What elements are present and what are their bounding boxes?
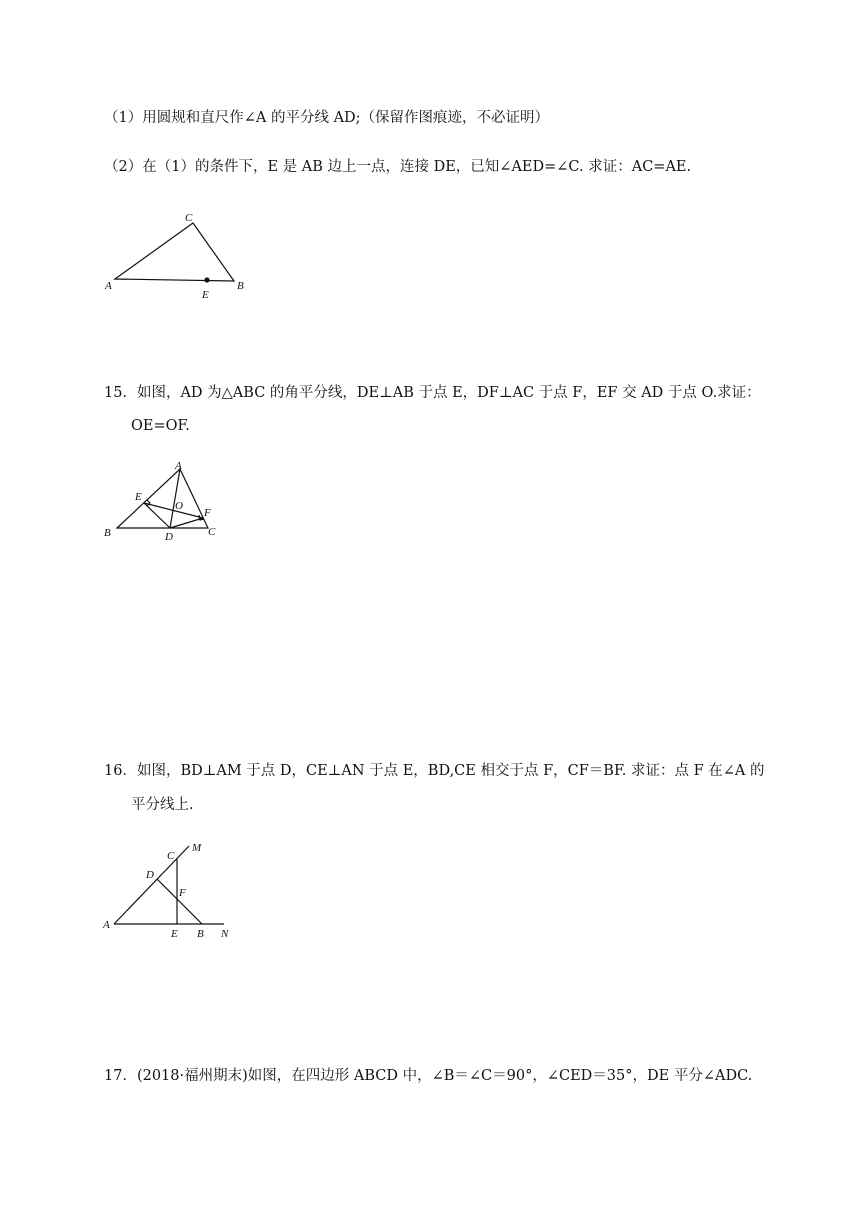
label-a: A [105,280,112,292]
q17-line1: 17．(2018·福州期末)如图，在四边形 ABCD 中，∠B＝∠C＝90°，∠CED＝35°，DE 平分∠ADC. [104,1068,753,1084]
label-c: C [185,212,193,224]
label-a: A [103,919,110,931]
label-o: O [175,500,183,512]
triangle-abc-figure [100,205,260,305]
label-d: D [165,531,173,543]
part1-text: （1）用圆规和直尺作∠A 的平分线 AD;（保留作图痕迹，不必证明） [104,110,550,126]
label-c: C [208,526,216,538]
label-b: B [237,280,244,292]
label-n: N [221,928,229,940]
ray-am [114,846,189,924]
segment-bd [157,879,202,924]
q15-line1: 15．如图，AD 为△ABC 的角平分线，DE⊥AB 于点 E，DF⊥AC 于点 F，EF 交 AD 于点 O.求证： [104,385,761,401]
label-e: E [202,289,209,301]
q16-line1: 16．如图，BD⊥AM 于点 D，CE⊥AN 于点 E，BD,CE 相交于点 F，CF＝BF. 求证：点 F 在∠A 的 [104,763,765,779]
right-angle-e [147,500,150,506]
q15-figure [100,458,230,548]
label-c: C [167,850,175,862]
label-a: A [175,460,182,472]
label-b: B [197,928,204,940]
label-e: E [171,928,178,940]
label-e: E [135,491,142,503]
part2-text: （2）在（1）的条件下，E 是 AB 边上一点，连接 DE，已知∠AED=∠C. 求证：AC=AE. [104,159,692,175]
segment-df [170,518,203,528]
label-m: M [192,842,202,854]
label-b: B [104,527,111,539]
q15-line2: OE=OF. [131,418,190,434]
point-e-dot [204,277,209,282]
triangle-abc [115,223,234,281]
segment-ad [170,469,180,528]
triangle-abc [117,469,208,528]
label-d: D [146,869,154,881]
label-f: F [179,887,186,899]
q16-figure [100,838,240,943]
q16-line2: 平分线上. [131,797,194,813]
label-f: F [204,507,211,519]
